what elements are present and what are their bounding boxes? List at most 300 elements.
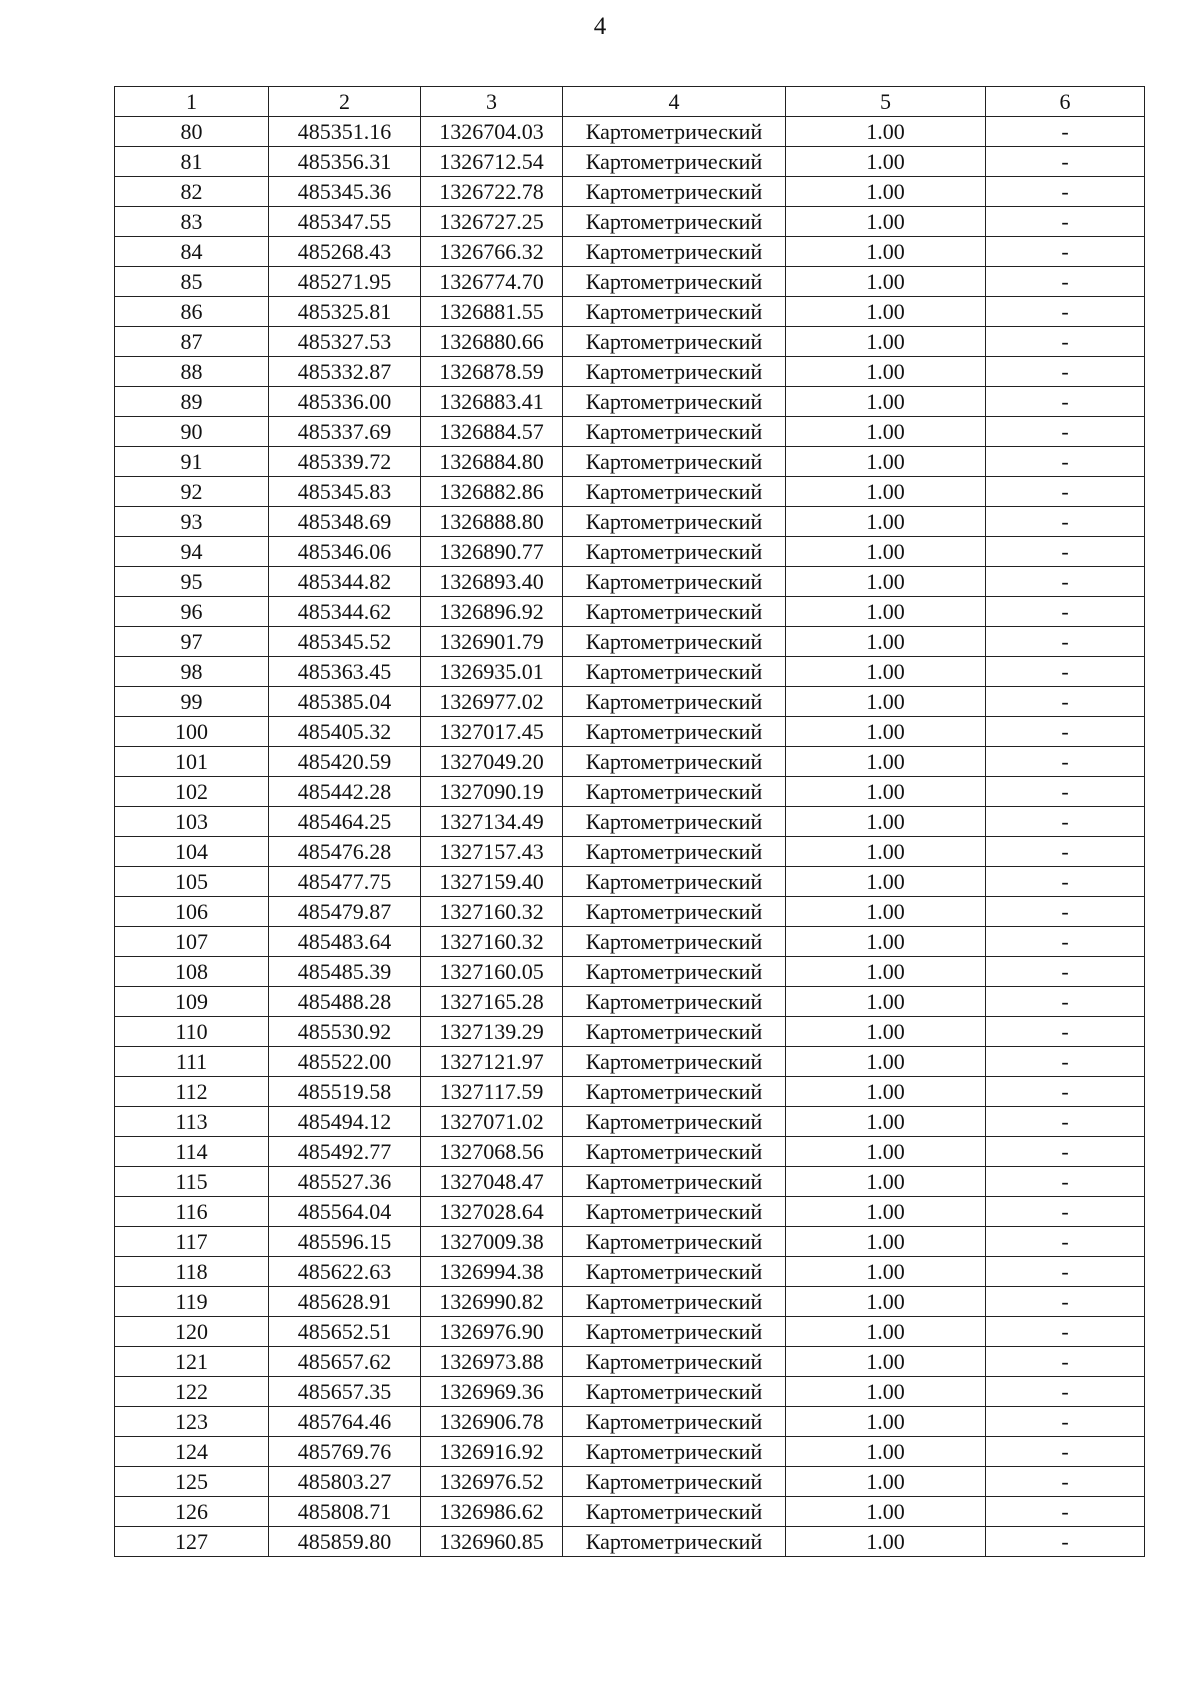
precision-cell: 1.00 (786, 657, 986, 687)
point-number-cell: 117 (115, 1227, 269, 1257)
precision-cell: 1.00 (786, 1377, 986, 1407)
precision-cell: 1.00 (786, 537, 986, 567)
column-header: 4 (563, 87, 786, 117)
y-coordinate-cell: 1327009.38 (421, 1227, 563, 1257)
table-row (115, 1317, 1145, 1347)
table-row (115, 837, 1145, 867)
point-number-cell: 106 (115, 897, 269, 927)
precision-cell: 1.00 (786, 1227, 986, 1257)
method-cell: Картометрический (563, 1257, 786, 1287)
point-number-cell: 112 (115, 1077, 269, 1107)
y-coordinate-cell: 1327028.64 (421, 1197, 563, 1227)
method-cell: Картометрический (563, 507, 786, 537)
precision-cell: 1.00 (786, 417, 986, 447)
description-cell: - (986, 147, 1145, 177)
method-cell: Картометрический (563, 1287, 786, 1317)
x-coordinate-cell: 485327.53 (269, 327, 421, 357)
precision-cell: 1.00 (786, 117, 986, 147)
y-coordinate-cell: 1327049.20 (421, 747, 563, 777)
table-row (115, 1197, 1145, 1227)
x-coordinate-cell: 485596.15 (269, 1227, 421, 1257)
method-cell: Картометрический (563, 807, 786, 837)
method-cell: Картометрический (563, 1377, 786, 1407)
precision-cell: 1.00 (786, 267, 986, 297)
point-number-cell: 118 (115, 1257, 269, 1287)
method-cell: Картометрический (563, 1317, 786, 1347)
x-coordinate-cell: 485325.81 (269, 297, 421, 327)
y-coordinate-cell: 1327090.19 (421, 777, 563, 807)
description-cell: - (986, 1377, 1145, 1407)
description-cell: - (986, 117, 1145, 147)
description-cell: - (986, 1407, 1145, 1437)
y-coordinate-cell: 1326727.25 (421, 207, 563, 237)
point-number-cell: 80 (115, 117, 269, 147)
x-coordinate-cell: 485657.62 (269, 1347, 421, 1377)
table-row (115, 147, 1145, 177)
y-coordinate-cell: 1326976.52 (421, 1467, 563, 1497)
table-row (115, 597, 1145, 627)
method-cell: Картометрический (563, 987, 786, 1017)
x-coordinate-cell: 485346.06 (269, 537, 421, 567)
y-coordinate-cell: 1326916.92 (421, 1437, 563, 1467)
description-cell: - (986, 1167, 1145, 1197)
y-coordinate-cell: 1326888.80 (421, 507, 563, 537)
table-row (115, 897, 1145, 927)
point-number-cell: 108 (115, 957, 269, 987)
table-row (115, 477, 1145, 507)
description-cell: - (986, 207, 1145, 237)
table-body (115, 117, 1145, 1557)
y-coordinate-cell: 1327160.32 (421, 927, 563, 957)
point-number-cell: 87 (115, 327, 269, 357)
method-cell: Картометрический (563, 1407, 786, 1437)
y-coordinate-cell: 1327117.59 (421, 1077, 563, 1107)
table-row (115, 1497, 1145, 1527)
method-cell: Картометрический (563, 1467, 786, 1497)
x-coordinate-cell: 485859.80 (269, 1527, 421, 1557)
x-coordinate-cell: 485351.16 (269, 117, 421, 147)
point-number-cell: 120 (115, 1317, 269, 1347)
x-coordinate-cell: 485808.71 (269, 1497, 421, 1527)
y-coordinate-cell: 1327157.43 (421, 837, 563, 867)
column-header: 5 (786, 87, 986, 117)
point-number-cell: 121 (115, 1347, 269, 1377)
y-coordinate-cell: 1327071.02 (421, 1107, 563, 1137)
x-coordinate-cell: 485442.28 (269, 777, 421, 807)
method-cell: Картометрический (563, 1047, 786, 1077)
x-coordinate-cell: 485527.36 (269, 1167, 421, 1197)
y-coordinate-cell: 1326884.57 (421, 417, 563, 447)
method-cell: Картометрический (563, 177, 786, 207)
description-cell: - (986, 777, 1145, 807)
precision-cell: 1.00 (786, 207, 986, 237)
y-coordinate-cell: 1326704.03 (421, 117, 563, 147)
description-cell: - (986, 1347, 1145, 1377)
table-row (115, 957, 1145, 987)
description-cell: - (986, 717, 1145, 747)
x-coordinate-cell: 485332.87 (269, 357, 421, 387)
description-cell: - (986, 687, 1145, 717)
point-number-cell: 103 (115, 807, 269, 837)
y-coordinate-cell: 1326994.38 (421, 1257, 563, 1287)
precision-cell: 1.00 (786, 1347, 986, 1377)
precision-cell: 1.00 (786, 1107, 986, 1137)
point-number-cell: 122 (115, 1377, 269, 1407)
precision-cell: 1.00 (786, 387, 986, 417)
table-row (115, 1437, 1145, 1467)
table-row (115, 657, 1145, 687)
x-coordinate-cell: 485522.00 (269, 1047, 421, 1077)
table-row (115, 1017, 1145, 1047)
description-cell: - (986, 927, 1145, 957)
precision-cell: 1.00 (786, 957, 986, 987)
point-number-cell: 93 (115, 507, 269, 537)
description-cell: - (986, 177, 1145, 207)
y-coordinate-cell: 1326901.79 (421, 627, 563, 657)
table-row (115, 447, 1145, 477)
x-coordinate-cell: 485345.36 (269, 177, 421, 207)
precision-cell: 1.00 (786, 237, 986, 267)
precision-cell: 1.00 (786, 597, 986, 627)
table-row (115, 417, 1145, 447)
description-cell: - (986, 1287, 1145, 1317)
column-header: 6 (986, 87, 1145, 117)
y-coordinate-cell: 1326880.66 (421, 327, 563, 357)
table-row (115, 1047, 1145, 1077)
precision-cell: 1.00 (786, 927, 986, 957)
y-coordinate-cell: 1326881.55 (421, 297, 563, 327)
precision-cell: 1.00 (786, 627, 986, 657)
x-coordinate-cell: 485344.62 (269, 597, 421, 627)
y-coordinate-cell: 1326977.02 (421, 687, 563, 717)
table-row (115, 117, 1145, 147)
method-cell: Картометрический (563, 147, 786, 177)
table-row (115, 237, 1145, 267)
point-number-cell: 105 (115, 867, 269, 897)
description-cell: - (986, 837, 1145, 867)
description-cell: - (986, 1227, 1145, 1257)
description-cell: - (986, 357, 1145, 387)
point-number-cell: 127 (115, 1527, 269, 1557)
column-header: 2 (269, 87, 421, 117)
point-number-cell: 84 (115, 237, 269, 267)
table-row (115, 1257, 1145, 1287)
table-row (115, 1167, 1145, 1197)
table-row (115, 177, 1145, 207)
description-cell: - (986, 387, 1145, 417)
table-row (115, 1227, 1145, 1257)
precision-cell: 1.00 (786, 837, 986, 867)
table-row (115, 777, 1145, 807)
x-coordinate-cell: 485769.76 (269, 1437, 421, 1467)
y-coordinate-cell: 1326890.77 (421, 537, 563, 567)
table-row (115, 1287, 1145, 1317)
point-number-cell: 89 (115, 387, 269, 417)
table-row (115, 567, 1145, 597)
x-coordinate-cell: 485485.39 (269, 957, 421, 987)
point-number-cell: 125 (115, 1467, 269, 1497)
method-cell: Картометрический (563, 1197, 786, 1227)
description-cell: - (986, 897, 1145, 927)
method-cell: Картометрический (563, 627, 786, 657)
description-cell: - (986, 537, 1145, 567)
y-coordinate-cell: 1326722.78 (421, 177, 563, 207)
table-row (115, 387, 1145, 417)
x-coordinate-cell: 485356.31 (269, 147, 421, 177)
precision-cell: 1.00 (786, 477, 986, 507)
y-coordinate-cell: 1327068.56 (421, 1137, 563, 1167)
x-coordinate-cell: 485477.75 (269, 867, 421, 897)
precision-cell: 1.00 (786, 1017, 986, 1047)
coordinates-table (114, 86, 1145, 1557)
method-cell: Картометрический (563, 1437, 786, 1467)
point-number-cell: 123 (115, 1407, 269, 1437)
point-number-cell: 88 (115, 357, 269, 387)
description-cell: - (986, 447, 1145, 477)
precision-cell: 1.00 (786, 717, 986, 747)
precision-cell: 1.00 (786, 1047, 986, 1077)
column-header: 1 (115, 87, 269, 117)
point-number-cell: 82 (115, 177, 269, 207)
precision-cell: 1.00 (786, 1497, 986, 1527)
point-number-cell: 124 (115, 1437, 269, 1467)
description-cell: - (986, 477, 1145, 507)
y-coordinate-cell: 1327160.05 (421, 957, 563, 987)
point-number-cell: 98 (115, 657, 269, 687)
method-cell: Картометрический (563, 537, 786, 567)
method-cell: Картометрический (563, 1077, 786, 1107)
description-cell: - (986, 747, 1145, 777)
table-row (115, 717, 1145, 747)
table-row (115, 1527, 1145, 1557)
table-row (115, 1107, 1145, 1137)
precision-cell: 1.00 (786, 1317, 986, 1347)
description-cell: - (986, 1497, 1145, 1527)
method-cell: Картометрический (563, 837, 786, 867)
point-number-cell: 96 (115, 597, 269, 627)
point-number-cell: 126 (115, 1497, 269, 1527)
table-row (115, 687, 1145, 717)
table-row (115, 867, 1145, 897)
precision-cell: 1.00 (786, 1197, 986, 1227)
x-coordinate-cell: 485803.27 (269, 1467, 421, 1497)
y-coordinate-cell: 1326906.78 (421, 1407, 563, 1437)
precision-cell: 1.00 (786, 147, 986, 177)
point-number-cell: 83 (115, 207, 269, 237)
table-row (115, 1347, 1145, 1377)
precision-cell: 1.00 (786, 177, 986, 207)
description-cell: - (986, 1467, 1145, 1497)
x-coordinate-cell: 485479.87 (269, 897, 421, 927)
description-cell: - (986, 657, 1145, 687)
method-cell: Картометрический (563, 447, 786, 477)
y-coordinate-cell: 1326884.80 (421, 447, 563, 477)
point-number-cell: 92 (115, 477, 269, 507)
point-number-cell: 85 (115, 267, 269, 297)
description-cell: - (986, 987, 1145, 1017)
precision-cell: 1.00 (786, 297, 986, 327)
table-row (115, 357, 1145, 387)
description-cell: - (986, 1437, 1145, 1467)
table-header (115, 87, 1145, 117)
x-coordinate-cell: 485420.59 (269, 747, 421, 777)
x-coordinate-cell: 485363.45 (269, 657, 421, 687)
point-number-cell: 113 (115, 1107, 269, 1137)
y-coordinate-cell: 1327160.32 (421, 897, 563, 927)
table-row (115, 987, 1145, 1017)
method-cell: Картометрический (563, 237, 786, 267)
method-cell: Картометрический (563, 1137, 786, 1167)
x-coordinate-cell: 485564.04 (269, 1197, 421, 1227)
table-row (115, 327, 1145, 357)
method-cell: Картометрический (563, 597, 786, 627)
precision-cell: 1.00 (786, 687, 986, 717)
description-cell: - (986, 267, 1145, 297)
y-coordinate-cell: 1326969.36 (421, 1377, 563, 1407)
description-cell: - (986, 567, 1145, 597)
x-coordinate-cell: 485764.46 (269, 1407, 421, 1437)
point-number-cell: 101 (115, 747, 269, 777)
x-coordinate-cell: 485519.58 (269, 1077, 421, 1107)
method-cell: Картометрический (563, 327, 786, 357)
y-coordinate-cell: 1326883.41 (421, 387, 563, 417)
x-coordinate-cell: 485405.32 (269, 717, 421, 747)
table-row (115, 1077, 1145, 1107)
x-coordinate-cell: 485345.83 (269, 477, 421, 507)
description-cell: - (986, 1317, 1145, 1347)
description-cell: - (986, 627, 1145, 657)
y-coordinate-cell: 1326973.88 (421, 1347, 563, 1377)
y-coordinate-cell: 1327159.40 (421, 867, 563, 897)
x-coordinate-cell: 485348.69 (269, 507, 421, 537)
precision-cell: 1.00 (786, 897, 986, 927)
precision-cell: 1.00 (786, 867, 986, 897)
y-coordinate-cell: 1326878.59 (421, 357, 563, 387)
precision-cell: 1.00 (786, 987, 986, 1017)
description-cell: - (986, 807, 1145, 837)
method-cell: Картометрический (563, 477, 786, 507)
description-cell: - (986, 1047, 1145, 1077)
description-cell: - (986, 957, 1145, 987)
x-coordinate-cell: 485344.82 (269, 567, 421, 597)
y-coordinate-cell: 1326712.54 (421, 147, 563, 177)
y-coordinate-cell: 1326893.40 (421, 567, 563, 597)
column-header: 3 (421, 87, 563, 117)
x-coordinate-cell: 485339.72 (269, 447, 421, 477)
precision-cell: 1.00 (786, 747, 986, 777)
description-cell: - (986, 1137, 1145, 1167)
precision-cell: 1.00 (786, 1137, 986, 1167)
precision-cell: 1.00 (786, 1077, 986, 1107)
point-number-cell: 86 (115, 297, 269, 327)
precision-cell: 1.00 (786, 1407, 986, 1437)
description-cell: - (986, 327, 1145, 357)
y-coordinate-cell: 1327048.47 (421, 1167, 563, 1197)
header-row (115, 87, 1145, 117)
description-cell: - (986, 1527, 1145, 1557)
description-cell: - (986, 417, 1145, 447)
precision-cell: 1.00 (786, 357, 986, 387)
table-row (115, 267, 1145, 297)
point-number-cell: 115 (115, 1167, 269, 1197)
point-number-cell: 119 (115, 1287, 269, 1317)
point-number-cell: 95 (115, 567, 269, 597)
precision-cell: 1.00 (786, 1257, 986, 1287)
y-coordinate-cell: 1327121.97 (421, 1047, 563, 1077)
description-cell: - (986, 597, 1145, 627)
precision-cell: 1.00 (786, 1467, 986, 1497)
y-coordinate-cell: 1326774.70 (421, 267, 563, 297)
precision-cell: 1.00 (786, 1287, 986, 1317)
method-cell: Картометрический (563, 717, 786, 747)
x-coordinate-cell: 485345.52 (269, 627, 421, 657)
table-row (115, 507, 1145, 537)
point-number-cell: 109 (115, 987, 269, 1017)
x-coordinate-cell: 485494.12 (269, 1107, 421, 1137)
point-number-cell: 102 (115, 777, 269, 807)
y-coordinate-cell: 1326882.86 (421, 477, 563, 507)
x-coordinate-cell: 485492.77 (269, 1137, 421, 1167)
method-cell: Картометрический (563, 1227, 786, 1257)
description-cell: - (986, 1107, 1145, 1137)
point-number-cell: 94 (115, 537, 269, 567)
point-number-cell: 107 (115, 927, 269, 957)
description-cell: - (986, 1077, 1145, 1107)
y-coordinate-cell: 1326935.01 (421, 657, 563, 687)
point-number-cell: 111 (115, 1047, 269, 1077)
table-row (115, 1137, 1145, 1167)
y-coordinate-cell: 1327134.49 (421, 807, 563, 837)
method-cell: Картометрический (563, 1017, 786, 1047)
x-coordinate-cell: 485657.35 (269, 1377, 421, 1407)
method-cell: Картометрический (563, 657, 786, 687)
method-cell: Картометрический (563, 387, 786, 417)
x-coordinate-cell: 485271.95 (269, 267, 421, 297)
point-number-cell: 114 (115, 1137, 269, 1167)
x-coordinate-cell: 485622.63 (269, 1257, 421, 1287)
x-coordinate-cell: 485652.51 (269, 1317, 421, 1347)
method-cell: Картометрический (563, 1527, 786, 1557)
precision-cell: 1.00 (786, 1527, 986, 1557)
x-coordinate-cell: 485483.64 (269, 927, 421, 957)
precision-cell: 1.00 (786, 327, 986, 357)
point-number-cell: 116 (115, 1197, 269, 1227)
x-coordinate-cell: 485385.04 (269, 687, 421, 717)
method-cell: Картометрический (563, 357, 786, 387)
point-number-cell: 97 (115, 627, 269, 657)
precision-cell: 1.00 (786, 507, 986, 537)
point-number-cell: 99 (115, 687, 269, 717)
precision-cell: 1.00 (786, 567, 986, 597)
method-cell: Картометрический (563, 1497, 786, 1527)
x-coordinate-cell: 485268.43 (269, 237, 421, 267)
y-coordinate-cell: 1326896.92 (421, 597, 563, 627)
precision-cell: 1.00 (786, 447, 986, 477)
x-coordinate-cell: 485530.92 (269, 1017, 421, 1047)
description-cell: - (986, 297, 1145, 327)
y-coordinate-cell: 1327017.45 (421, 717, 563, 747)
method-cell: Картометрический (563, 1167, 786, 1197)
table-row (115, 807, 1145, 837)
point-number-cell: 91 (115, 447, 269, 477)
x-coordinate-cell: 485347.55 (269, 207, 421, 237)
table-row (115, 1407, 1145, 1437)
table-row (115, 1467, 1145, 1497)
x-coordinate-cell: 485476.28 (269, 837, 421, 867)
point-number-cell: 81 (115, 147, 269, 177)
method-cell: Картометрический (563, 297, 786, 327)
table-row (115, 747, 1145, 777)
